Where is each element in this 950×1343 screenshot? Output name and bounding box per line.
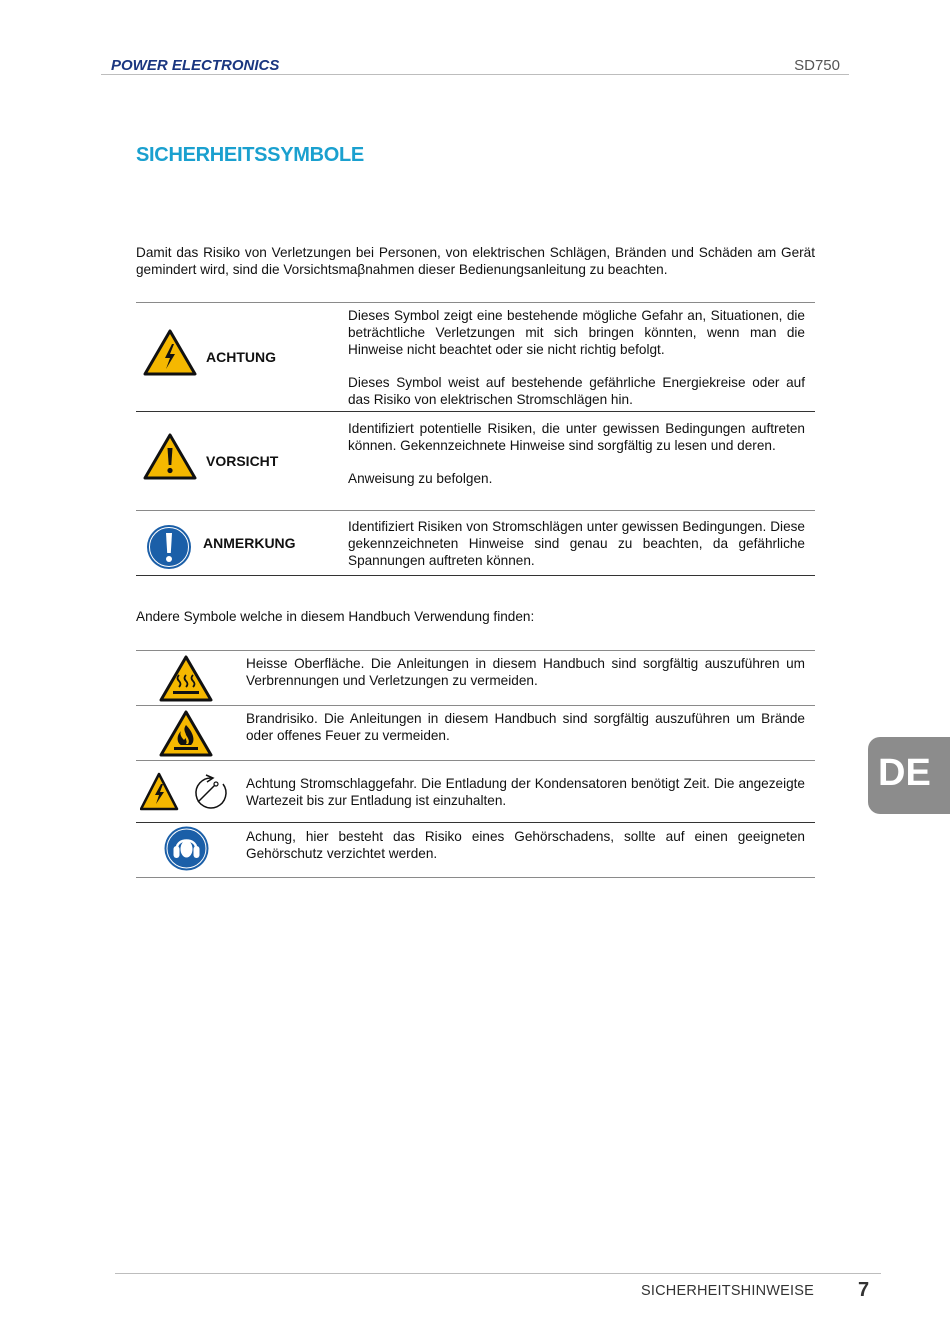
language-tab-label: DE [878, 752, 931, 794]
footer-section-title: SICHERHEITSHINWEISE [641, 1283, 814, 1299]
table-rule [136, 302, 815, 303]
note-exclamation-icon [146, 524, 192, 570]
symbol-desc-anmerkung: Identifiziert Risiken von Stromschlägen unter gewissen Bedingungen. Diese gekennzeichneten Hinweise sind genau zu beachten, da gefährliche Spannungen auftreten können. [348, 519, 805, 568]
footer-rule [115, 1273, 881, 1274]
table-rule [136, 705, 815, 706]
symbol-label-anmerkung: ANMERKUNG [203, 535, 296, 551]
page-number: 7 [858, 1279, 870, 1301]
header-model: SD750 [794, 57, 840, 74]
header-brand: POWER ELECTRONICS [111, 57, 280, 74]
hot-surface-icon [159, 655, 213, 702]
table-rule [136, 760, 815, 761]
table-rule [136, 650, 815, 651]
other-desc-discharge: Achtung Stromschlaggefahr. Die Entladung der Kondensatoren benötigt Zeit. Die angezeigte Wartezeit bis zur Entladung ist einzuhalten. [246, 776, 805, 808]
caution-exclamation-icon [143, 433, 197, 480]
header-rule [101, 74, 849, 75]
table-rule [136, 822, 815, 823]
table-rule [136, 575, 815, 576]
other-desc-hearing: Achung, hier besteht das Risiko eines Gehörschadens, sollte auf einen geeigneten Gehörschutz verzichtet werden. [246, 829, 805, 861]
symbol-label-vorsicht: VORSICHT [206, 453, 279, 469]
discharge-wait-icon [140, 772, 230, 812]
table-rule [136, 411, 815, 412]
table-rule [136, 510, 815, 511]
electric-hazard-icon [143, 329, 197, 376]
fire-hazard-icon [159, 710, 213, 757]
symbol-desc-achtung: Dieses Symbol zeigt eine bestehende mögliche Gefahr an, Situationen, die beträchtliche Verletzungen mit sich bringen könnten, wenn man die Hinweise nicht beachtet oder sie nicht richtig befolgt. Dieses Symbol weist auf bestehende gefährliche Energiekreise oder auf das Risiko von elektrischen Stromschlägen hin. [348, 308, 805, 407]
other-desc-fire: Brandrisiko. Die Anleitungen in diesem Handbuch sind sorgfältig auszuführen um Brände oder offenes Feuer zu vermeiden. [246, 711, 805, 743]
table-rule [136, 877, 815, 878]
section-title: SICHERHEITSSYMBOLE [136, 144, 364, 166]
symbol-desc-vorsicht: Identifiziert potentielle Risiken, die unter gewissen Bedingungen auftreten können. Gekennzeichnete Hinweise sind sorgfältig zu lesen und deren. Anweisung zu befolgen. [348, 421, 805, 486]
intro-text: Damit das Risiko von Verletzungen bei Personen, von elektrischen Schlägen, Bränden und Schäden am Gerät gemindert wird, sind die Vorsichtsmaβnahmen dieser Bedienungsanleitung zu beachten. [136, 245, 815, 277]
other-symbols-intro: Andere Symbole welche in diesem Handbuch Verwendung finden: [136, 609, 535, 624]
hearing-protection-icon [164, 826, 209, 871]
other-desc-hot-surface: Heisse Oberfläche. Die Anleitungen in diesem Handbuch sind sorgfältig auszuführen um Verbrennungen und Verletzungen zu vermeiden. [246, 656, 805, 688]
symbol-label-achtung: ACHTUNG [206, 349, 276, 365]
